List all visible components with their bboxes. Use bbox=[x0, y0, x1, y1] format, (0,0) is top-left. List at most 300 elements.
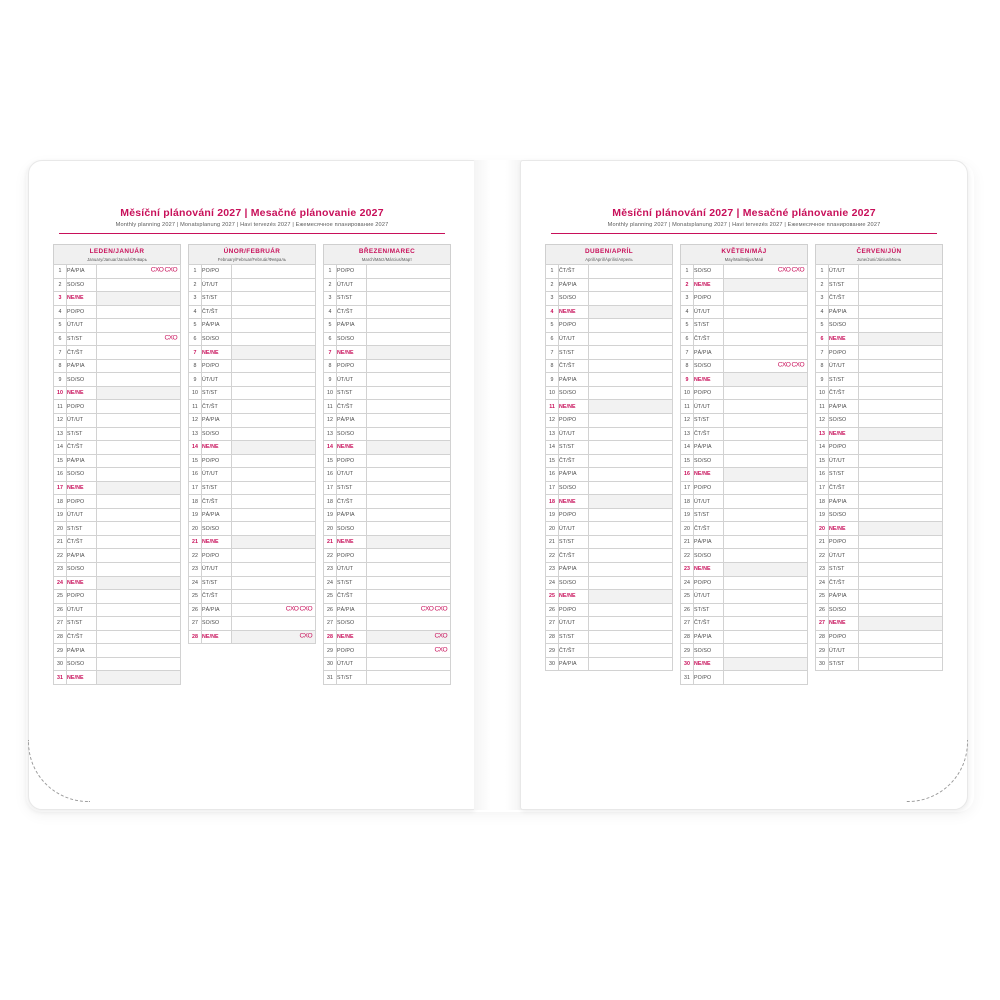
day-of-week: ÚT/UT bbox=[559, 427, 589, 441]
day-note-field[interactable] bbox=[367, 359, 451, 373]
day-note-field[interactable] bbox=[724, 671, 808, 685]
day-of-week: ÚT/UT bbox=[337, 278, 367, 292]
day-row bbox=[54, 535, 181, 549]
day-note-field[interactable] bbox=[589, 617, 673, 631]
day-note-field[interactable] bbox=[97, 359, 181, 373]
day-note-field[interactable] bbox=[724, 427, 808, 441]
day-note-field[interactable] bbox=[724, 549, 808, 563]
day-note-field[interactable] bbox=[367, 630, 451, 644]
day-note-field[interactable] bbox=[97, 278, 181, 292]
day-note-field[interactable] bbox=[367, 441, 451, 455]
day-note-field[interactable] bbox=[859, 644, 943, 658]
day-note-field[interactable] bbox=[232, 386, 316, 400]
day-number: 16 bbox=[816, 468, 829, 482]
day-note-field[interactable] bbox=[724, 576, 808, 590]
day-note-field[interactable] bbox=[97, 468, 181, 482]
day-note-field[interactable] bbox=[859, 292, 943, 306]
day-note-field[interactable] bbox=[97, 454, 181, 468]
day-number: 24 bbox=[816, 576, 829, 590]
day-of-week: ČT/ŠT bbox=[67, 346, 97, 360]
day-note-field[interactable] bbox=[859, 522, 943, 536]
day-number: 27 bbox=[816, 617, 829, 631]
month-day-grid bbox=[53, 264, 181, 685]
day-note-field[interactable] bbox=[367, 292, 451, 306]
day-row bbox=[54, 346, 181, 360]
day-number: 14 bbox=[189, 441, 202, 455]
day-note-field[interactable] bbox=[97, 671, 181, 685]
day-note-field[interactable] bbox=[724, 468, 808, 482]
day-note-field[interactable] bbox=[859, 319, 943, 333]
day-note-field[interactable] bbox=[724, 332, 808, 346]
day-note-field[interactable] bbox=[97, 535, 181, 549]
day-note-field[interactable] bbox=[367, 400, 451, 414]
day-note-field[interactable] bbox=[97, 292, 181, 306]
day-note-field[interactable] bbox=[232, 549, 316, 563]
day-note-field[interactable] bbox=[859, 563, 943, 577]
day-row bbox=[189, 346, 316, 360]
day-note-field[interactable] bbox=[367, 522, 451, 536]
day-row bbox=[324, 657, 451, 671]
day-number: 20 bbox=[681, 522, 694, 536]
day-of-week: ST/ST bbox=[829, 563, 859, 577]
day-note-field[interactable] bbox=[97, 644, 181, 658]
day-row bbox=[54, 481, 181, 495]
day-number: 13 bbox=[546, 427, 559, 441]
day-of-week: ÚT/UT bbox=[829, 644, 859, 658]
day-of-week: SO/SO bbox=[694, 454, 724, 468]
day-note-field[interactable] bbox=[589, 359, 673, 373]
day-row bbox=[546, 590, 673, 604]
day-number: 28 bbox=[681, 630, 694, 644]
day-note-field[interactable] bbox=[232, 373, 316, 387]
day-note-field[interactable] bbox=[97, 549, 181, 563]
day-note-field[interactable] bbox=[97, 522, 181, 536]
day-note-field[interactable] bbox=[589, 265, 673, 279]
day-row bbox=[54, 630, 181, 644]
day-note-field[interactable] bbox=[232, 400, 316, 414]
day-number: 10 bbox=[546, 386, 559, 400]
day-row bbox=[54, 373, 181, 387]
day-note-field[interactable] bbox=[724, 590, 808, 604]
day-of-week: ČT/ŠT bbox=[559, 454, 589, 468]
day-note-field[interactable] bbox=[589, 590, 673, 604]
day-of-week: PO/PO bbox=[67, 590, 97, 604]
day-note-field[interactable] bbox=[97, 386, 181, 400]
day-note-field[interactable] bbox=[367, 671, 451, 685]
day-note-field[interactable] bbox=[367, 508, 451, 522]
day-row bbox=[546, 617, 673, 631]
day-number: 20 bbox=[324, 522, 337, 536]
day-note-field[interactable] bbox=[724, 414, 808, 428]
day-note-field[interactable] bbox=[367, 386, 451, 400]
day-note-field[interactable] bbox=[232, 265, 316, 279]
day-row bbox=[54, 508, 181, 522]
day-number: 30 bbox=[54, 657, 67, 671]
day-of-week: ČT/ŠT bbox=[559, 549, 589, 563]
day-note-field[interactable] bbox=[724, 617, 808, 631]
day-note-field[interactable] bbox=[589, 414, 673, 428]
day-note-field[interactable] bbox=[367, 563, 451, 577]
day-of-week: ČT/ŠT bbox=[694, 522, 724, 536]
day-note-field[interactable] bbox=[859, 400, 943, 414]
day-number: 25 bbox=[54, 590, 67, 604]
day-row bbox=[324, 508, 451, 522]
day-note-field[interactable] bbox=[724, 319, 808, 333]
day-note-field[interactable] bbox=[859, 441, 943, 455]
day-note-field[interactable] bbox=[859, 373, 943, 387]
day-note-field[interactable] bbox=[859, 332, 943, 346]
day-note-field[interactable] bbox=[97, 305, 181, 319]
day-of-week: NE/NE bbox=[559, 305, 589, 319]
day-note-field[interactable] bbox=[859, 278, 943, 292]
day-number: 5 bbox=[324, 319, 337, 333]
day-row bbox=[546, 265, 673, 279]
day-note-field[interactable] bbox=[97, 657, 181, 671]
day-note-field[interactable] bbox=[589, 508, 673, 522]
day-note-field[interactable] bbox=[589, 278, 673, 292]
day-note-field[interactable] bbox=[859, 481, 943, 495]
day-row bbox=[324, 468, 451, 482]
day-note-field[interactable] bbox=[367, 427, 451, 441]
day-note-field[interactable] bbox=[724, 346, 808, 360]
day-number: 7 bbox=[54, 346, 67, 360]
day-of-week: ČT/ŠT bbox=[67, 535, 97, 549]
day-note-field[interactable] bbox=[232, 332, 316, 346]
day-note-field[interactable] bbox=[232, 319, 316, 333]
day-note-field[interactable] bbox=[589, 630, 673, 644]
day-note-field[interactable] bbox=[367, 549, 451, 563]
day-note-field[interactable] bbox=[367, 617, 451, 631]
day-note-field[interactable] bbox=[232, 576, 316, 590]
day-note-field[interactable] bbox=[367, 644, 451, 658]
day-note-field[interactable] bbox=[724, 630, 808, 644]
day-of-week: NE/NE bbox=[559, 495, 589, 509]
day-note-field[interactable] bbox=[97, 427, 181, 441]
day-note-field[interactable] bbox=[859, 468, 943, 482]
day-note-field[interactable] bbox=[589, 481, 673, 495]
day-number: 18 bbox=[681, 495, 694, 509]
day-note-field[interactable] bbox=[589, 346, 673, 360]
day-note-field[interactable] bbox=[724, 535, 808, 549]
day-note-field[interactable] bbox=[589, 468, 673, 482]
day-note-field[interactable] bbox=[232, 468, 316, 482]
day-note-field[interactable] bbox=[859, 359, 943, 373]
day-row bbox=[324, 332, 451, 346]
moon-phase-icon: CXO CXO bbox=[285, 605, 312, 613]
day-note-field[interactable] bbox=[97, 441, 181, 455]
day-note-field[interactable] bbox=[589, 454, 673, 468]
day-note-field[interactable] bbox=[367, 590, 451, 604]
day-note-field[interactable] bbox=[367, 414, 451, 428]
day-of-week: PÁ/PIA bbox=[202, 508, 232, 522]
day-note-field[interactable] bbox=[232, 617, 316, 631]
day-of-week: NE/NE bbox=[694, 657, 724, 671]
day-note-field[interactable] bbox=[97, 346, 181, 360]
day-note-field[interactable] bbox=[859, 346, 943, 360]
day-note-field[interactable] bbox=[589, 427, 673, 441]
day-note-field[interactable] bbox=[97, 481, 181, 495]
day-note-field[interactable] bbox=[589, 332, 673, 346]
day-of-week: PÁ/PIA bbox=[67, 454, 97, 468]
day-note-field[interactable] bbox=[589, 535, 673, 549]
day-note-field[interactable] bbox=[232, 305, 316, 319]
day-note-field[interactable] bbox=[724, 563, 808, 577]
day-note-field[interactable] bbox=[367, 332, 451, 346]
day-row bbox=[189, 427, 316, 441]
day-row bbox=[546, 508, 673, 522]
day-note-field[interactable] bbox=[232, 359, 316, 373]
day-note-field[interactable] bbox=[232, 414, 316, 428]
day-note-field[interactable] bbox=[589, 441, 673, 455]
day-note-field[interactable] bbox=[97, 617, 181, 631]
day-of-week: PÁ/PIA bbox=[337, 414, 367, 428]
day-note-field[interactable] bbox=[97, 265, 181, 279]
day-note-field[interactable] bbox=[724, 359, 808, 373]
day-row bbox=[681, 630, 808, 644]
day-note-field[interactable] bbox=[232, 508, 316, 522]
day-note-field[interactable] bbox=[232, 522, 316, 536]
day-note-field[interactable] bbox=[367, 265, 451, 279]
day-row bbox=[54, 265, 181, 279]
day-of-week: PÁ/PIA bbox=[337, 603, 367, 617]
day-number: 20 bbox=[189, 522, 202, 536]
month-block bbox=[53, 244, 181, 685]
day-note-field[interactable] bbox=[367, 495, 451, 509]
day-note-field[interactable] bbox=[232, 495, 316, 509]
day-row bbox=[189, 508, 316, 522]
day-note-field[interactable] bbox=[97, 563, 181, 577]
day-note-field[interactable] bbox=[367, 535, 451, 549]
day-note-field[interactable] bbox=[367, 603, 451, 617]
day-row bbox=[324, 373, 451, 387]
day-number: 25 bbox=[816, 590, 829, 604]
day-row bbox=[189, 617, 316, 631]
day-note-field[interactable] bbox=[589, 522, 673, 536]
day-number: 21 bbox=[54, 535, 67, 549]
day-note-field[interactable] bbox=[97, 590, 181, 604]
day-note-field[interactable] bbox=[724, 278, 808, 292]
day-of-week: ČT/ŠT bbox=[337, 305, 367, 319]
day-note-field[interactable] bbox=[367, 346, 451, 360]
day-of-week: ST/ST bbox=[694, 603, 724, 617]
day-note-field[interactable] bbox=[367, 373, 451, 387]
day-note-field[interactable] bbox=[232, 292, 316, 306]
day-note-field[interactable] bbox=[724, 657, 808, 671]
day-row bbox=[681, 427, 808, 441]
day-number: 23 bbox=[546, 563, 559, 577]
day-number: 23 bbox=[324, 563, 337, 577]
day-note-field[interactable] bbox=[232, 346, 316, 360]
day-note-field[interactable] bbox=[859, 535, 943, 549]
day-note-field[interactable] bbox=[97, 319, 181, 333]
day-number: 13 bbox=[681, 427, 694, 441]
day-note-field[interactable] bbox=[859, 427, 943, 441]
day-note-field[interactable] bbox=[589, 373, 673, 387]
day-number: 15 bbox=[816, 454, 829, 468]
day-note-field[interactable] bbox=[367, 278, 451, 292]
day-number: 8 bbox=[54, 359, 67, 373]
day-note-field[interactable] bbox=[232, 278, 316, 292]
day-note-field[interactable] bbox=[859, 576, 943, 590]
day-note-field[interactable] bbox=[859, 495, 943, 509]
day-note-field[interactable] bbox=[367, 481, 451, 495]
day-note-field[interactable] bbox=[859, 414, 943, 428]
day-note-field[interactable] bbox=[367, 468, 451, 482]
day-note-field[interactable] bbox=[859, 617, 943, 631]
day-row bbox=[681, 495, 808, 509]
day-note-field[interactable] bbox=[367, 305, 451, 319]
day-row bbox=[546, 576, 673, 590]
day-note-field[interactable] bbox=[589, 576, 673, 590]
day-note-field[interactable] bbox=[724, 265, 808, 279]
day-note-field[interactable] bbox=[724, 495, 808, 509]
day-row bbox=[681, 359, 808, 373]
day-note-field[interactable] bbox=[724, 508, 808, 522]
day-of-week: PÁ/PIA bbox=[829, 400, 859, 414]
day-note-field[interactable] bbox=[232, 630, 316, 644]
day-note-field[interactable] bbox=[367, 657, 451, 671]
day-of-week: ST/ST bbox=[202, 481, 232, 495]
day-row bbox=[546, 535, 673, 549]
day-note-field[interactable] bbox=[232, 481, 316, 495]
day-row bbox=[816, 576, 943, 590]
day-note-field[interactable] bbox=[97, 603, 181, 617]
month-columns-left bbox=[29, 234, 475, 685]
day-row bbox=[816, 468, 943, 482]
day-of-week: SO/SO bbox=[337, 522, 367, 536]
day-number: 17 bbox=[546, 481, 559, 495]
day-note-field[interactable] bbox=[859, 549, 943, 563]
day-row bbox=[546, 305, 673, 319]
day-note-field[interactable] bbox=[97, 332, 181, 346]
day-note-field[interactable] bbox=[97, 400, 181, 414]
day-note-field[interactable] bbox=[589, 495, 673, 509]
day-note-field[interactable] bbox=[589, 549, 673, 563]
page-right bbox=[520, 160, 968, 810]
day-note-field[interactable] bbox=[97, 414, 181, 428]
day-row bbox=[816, 657, 943, 671]
day-number: 20 bbox=[816, 522, 829, 536]
day-number: 25 bbox=[189, 590, 202, 604]
month-day-grid bbox=[815, 264, 943, 671]
day-number: 29 bbox=[546, 644, 559, 658]
day-note-field[interactable] bbox=[859, 454, 943, 468]
day-of-week: ÚT/UT bbox=[337, 468, 367, 482]
day-note-field[interactable] bbox=[589, 644, 673, 658]
day-note-field[interactable] bbox=[724, 400, 808, 414]
day-note-field[interactable] bbox=[589, 319, 673, 333]
day-note-field[interactable] bbox=[724, 522, 808, 536]
day-of-week: PO/PO bbox=[559, 414, 589, 428]
day-note-field[interactable] bbox=[97, 630, 181, 644]
day-number: 27 bbox=[324, 617, 337, 631]
day-row bbox=[546, 373, 673, 387]
day-note-field[interactable] bbox=[232, 427, 316, 441]
day-number: 8 bbox=[681, 359, 694, 373]
day-note-field[interactable] bbox=[724, 386, 808, 400]
day-note-field[interactable] bbox=[589, 305, 673, 319]
day-note-field[interactable] bbox=[367, 576, 451, 590]
day-note-field[interactable] bbox=[97, 508, 181, 522]
day-number: 24 bbox=[546, 576, 559, 590]
day-note-field[interactable] bbox=[859, 508, 943, 522]
day-note-field[interactable] bbox=[724, 292, 808, 306]
day-of-week: NE/NE bbox=[829, 617, 859, 631]
day-row bbox=[189, 278, 316, 292]
day-note-field[interactable] bbox=[367, 454, 451, 468]
day-note-field[interactable] bbox=[97, 576, 181, 590]
day-note-field[interactable] bbox=[232, 535, 316, 549]
day-note-field[interactable] bbox=[724, 603, 808, 617]
day-of-week: ST/ST bbox=[67, 332, 97, 346]
day-of-week: PO/PO bbox=[337, 265, 367, 279]
day-note-field[interactable] bbox=[232, 441, 316, 455]
day-note-field[interactable] bbox=[589, 603, 673, 617]
day-row bbox=[681, 305, 808, 319]
day-note-field[interactable] bbox=[724, 305, 808, 319]
day-note-field[interactable] bbox=[97, 373, 181, 387]
day-note-field[interactable] bbox=[589, 657, 673, 671]
day-number: 23 bbox=[54, 563, 67, 577]
day-of-week: PO/PO bbox=[559, 603, 589, 617]
day-of-week: PO/PO bbox=[694, 576, 724, 590]
day-number: 21 bbox=[546, 535, 559, 549]
day-of-week: NE/NE bbox=[337, 535, 367, 549]
month-name-translations: March/März/Március/Март bbox=[361, 257, 413, 262]
day-of-week: ST/ST bbox=[694, 508, 724, 522]
month-name-translations: February/Februar/Február/Февраль bbox=[217, 257, 287, 262]
day-note-field[interactable] bbox=[589, 292, 673, 306]
day-note-field[interactable] bbox=[859, 603, 943, 617]
day-number: 3 bbox=[324, 292, 337, 306]
day-of-week: ÚT/UT bbox=[829, 359, 859, 373]
day-note-field[interactable] bbox=[232, 454, 316, 468]
day-note-field[interactable] bbox=[859, 590, 943, 604]
day-note-field[interactable] bbox=[97, 495, 181, 509]
day-note-field[interactable] bbox=[724, 644, 808, 658]
day-number: 23 bbox=[189, 563, 202, 577]
day-row bbox=[324, 454, 451, 468]
day-row bbox=[546, 332, 673, 346]
day-note-field[interactable] bbox=[859, 657, 943, 671]
day-note-field[interactable] bbox=[859, 386, 943, 400]
day-note-field[interactable] bbox=[724, 441, 808, 455]
day-row bbox=[54, 414, 181, 428]
day-note-field[interactable] bbox=[859, 305, 943, 319]
day-note-field[interactable] bbox=[232, 603, 316, 617]
day-note-field[interactable] bbox=[859, 630, 943, 644]
day-note-field[interactable] bbox=[589, 386, 673, 400]
day-note-field[interactable] bbox=[724, 373, 808, 387]
day-note-field[interactable] bbox=[367, 319, 451, 333]
day-note-field[interactable] bbox=[589, 400, 673, 414]
day-note-field[interactable] bbox=[232, 563, 316, 577]
day-note-field[interactable] bbox=[859, 265, 943, 279]
day-of-week: ÚT/UT bbox=[559, 617, 589, 631]
day-note-field[interactable] bbox=[724, 454, 808, 468]
day-of-week: ÚT/UT bbox=[559, 522, 589, 536]
day-row bbox=[816, 508, 943, 522]
day-note-field[interactable] bbox=[724, 481, 808, 495]
day-row bbox=[681, 549, 808, 563]
day-number: 11 bbox=[324, 400, 337, 414]
day-note-field[interactable] bbox=[232, 590, 316, 604]
day-note-field[interactable] bbox=[589, 563, 673, 577]
day-of-week: ÚT/UT bbox=[67, 414, 97, 428]
day-of-week: PÁ/PIA bbox=[337, 319, 367, 333]
day-number: 21 bbox=[816, 535, 829, 549]
day-row bbox=[189, 332, 316, 346]
